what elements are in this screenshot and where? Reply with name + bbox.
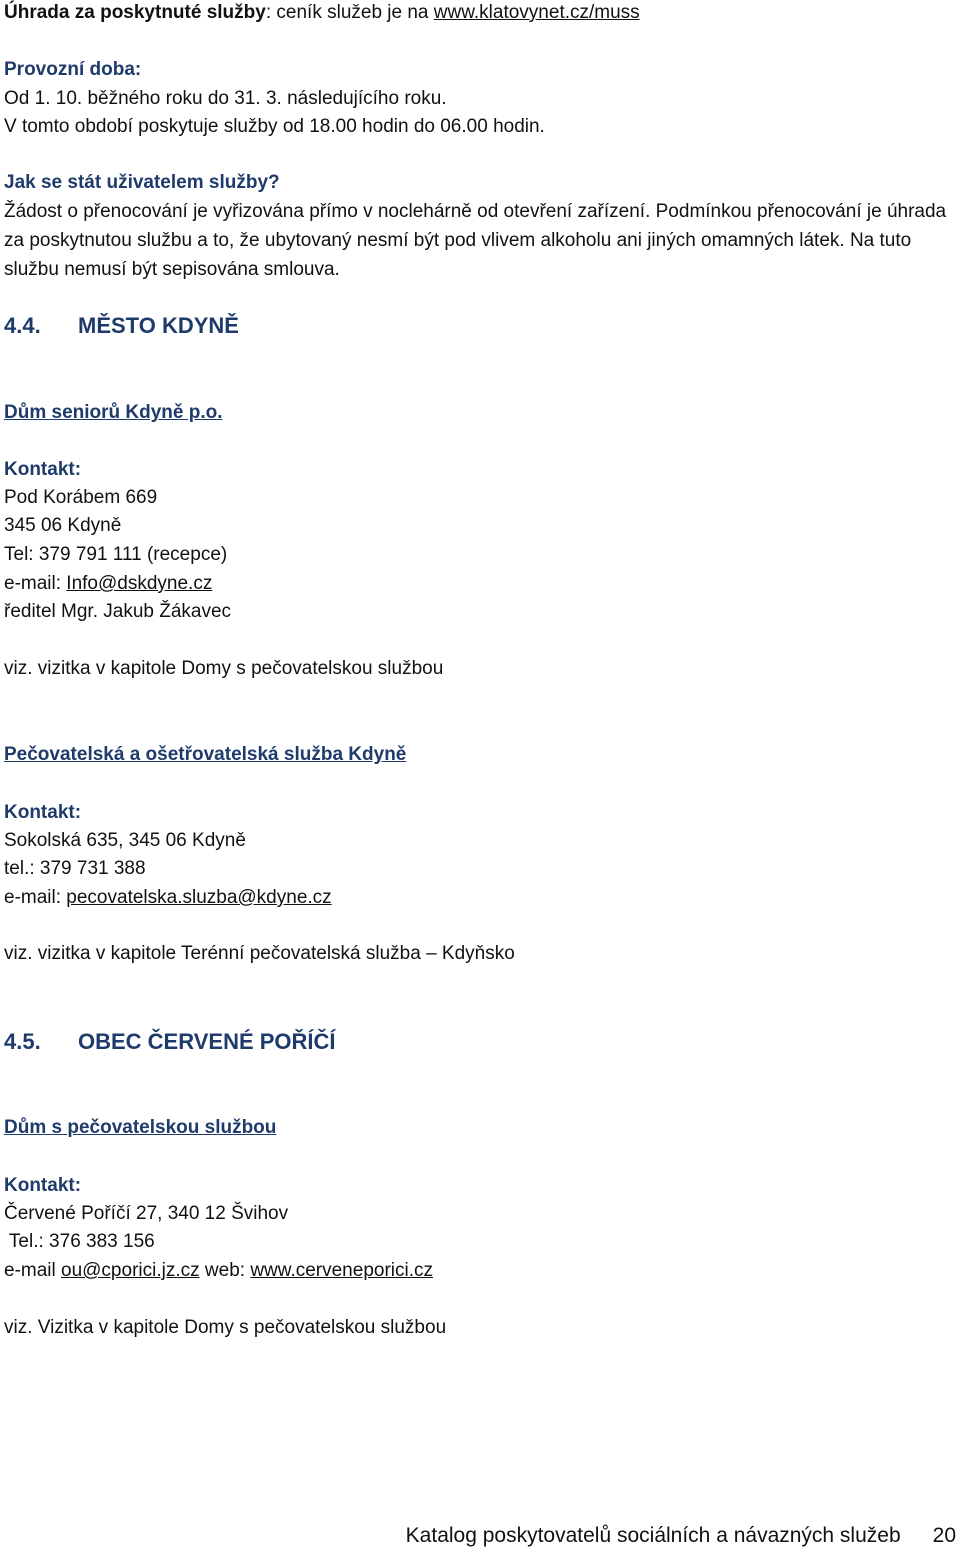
section-heading-4-5 [4,1028,336,1056]
email-label: e-mail: [4,887,67,908]
payment-line [4,1,640,25]
section-heading-4-4 [4,312,239,340]
section-title: MĚSTO KDYNĚ [78,313,239,338]
address-line: Sokolská 635, 345 06 Kdyně [4,830,246,851]
phone-line: tel.: 379 731 388 [4,858,146,879]
hours-line-2: V tomto období poskytuje služby od 18.00 hodin do 06.00 hodin. [4,116,545,137]
city-line: 345 06 Kdyně [4,515,122,536]
org-name-dum-senioru: Dům seniorů Kdyně p.o. [4,402,223,423]
see-reference: viz. Vizitka v kapitole Domy s pečovatelskou službou [4,1317,447,1338]
email-label: e-mail [4,1260,62,1281]
payment-text: : ceník služeb je na [265,2,434,23]
email-link[interactable]: Info@dskdyne.cz [66,573,213,594]
hours-heading: Provozní doba: [4,59,142,80]
web-label: web: [199,1260,251,1281]
email-label: e-mail: [4,573,67,594]
address-line: Červené Poříčí 27, 340 12 Švihov [4,1203,289,1224]
see-reference: viz. vizitka v kapitole Domy s pečovatelskou službou [4,658,444,679]
address-line: Pod Korábem 669 [4,487,158,508]
user-heading: Jak se stát uživatelem služby? [4,172,280,193]
phone-line: Tel: 379 791 111 (recepce) [4,544,228,565]
pricelist-link[interactable]: www.klatovynet.cz/muss [433,2,640,23]
see-reference: viz. vizitka v kapitole Terénní pečovatelská služba – Kdyňsko [4,943,515,964]
payment-label: Úhrada za poskytnuté služby [4,2,266,23]
user-paragraph: Žádost o přenocování je vyřizována přímo v noclehárně od otevření zařízení. Podmínkou přenocování je úhrada za poskytnutou službu a to, že ubytovaný nesmí být pod vlivem alkoholu ani jiných omamných látek. Na tuto službu nemusí být sepisována smlouva. [4,201,947,280]
hours-line-1: Od 1. 10. běžného roku do 31. 3. následujícího roku. [4,88,447,109]
director-line: ředitel Mgr. Jakub Žákavec [4,601,232,622]
page-footer [406,1523,956,1549]
email-line [4,572,212,596]
section-title: OBEC ČERVENÉ POŘÍČÍ [78,1029,336,1054]
contact-label: Kontakt: [4,1175,82,1196]
section-number: 4.5. [4,1029,41,1054]
email-web-line [4,1259,433,1283]
section-number: 4.4. [4,313,41,338]
email-line [4,886,332,910]
page-number: 20 [932,1524,956,1547]
email-link[interactable]: pecovatelska.sluzba@kdyne.cz [66,887,332,908]
footer-title: Katalog poskytovatelů sociálních a návazných služeb [405,1524,901,1547]
contact-label: Kontakt: [4,459,82,480]
contact-label: Kontakt: [4,802,82,823]
web-link[interactable]: www.cerveneporici.cz [250,1260,433,1281]
org-name-dps: Dům s pečovatelskou službou [4,1117,277,1138]
email-link[interactable]: ou@cporici.jz.cz [61,1260,200,1281]
org-name-pecovatelska-sluzba: Pečovatelská a ošetřovatelská služba Kdyně [4,744,407,765]
phone-line: Tel.: 376 383 156 [4,1231,155,1252]
